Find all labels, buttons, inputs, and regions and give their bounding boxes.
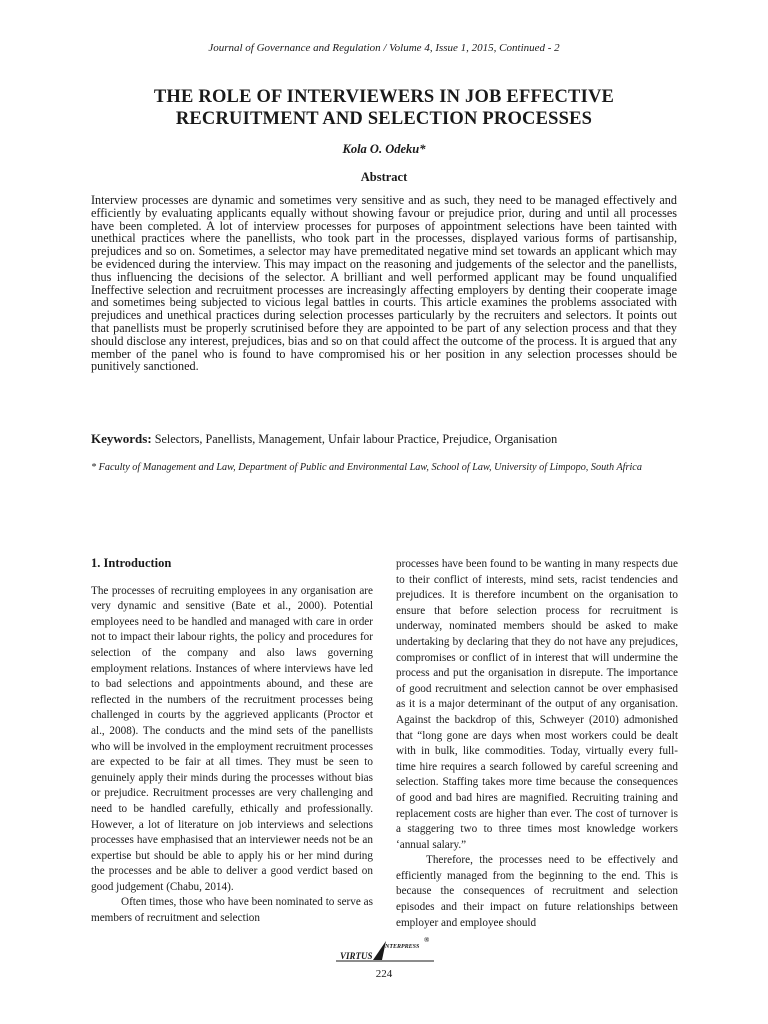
keywords-label: Keywords: xyxy=(91,431,152,446)
left-column xyxy=(91,556,373,927)
keywords-list: Selectors, Panellists, Management, Unfair labour Practice, Prejudice, Organisation xyxy=(151,432,558,446)
right-column xyxy=(396,557,678,931)
registered-mark: ® xyxy=(424,936,430,944)
section-heading-introduction: 1. Introduction xyxy=(91,556,172,570)
logo-virtus-text: VIRTUS xyxy=(340,951,373,961)
paragraph: Therefore, the processes need to be effectively and efficiently managed from the beginning to the end. This is because the consequences of recruitment and selection episodes and their impact on future relationships between employer and employee should xyxy=(396,854,678,929)
keywords-line xyxy=(91,432,677,446)
article-title: THE ROLE OF INTERVIEWERS IN JOB EFFECTIVE RECRUITMENT AND SELECTION PROCESSES xyxy=(153,87,615,129)
paragraph: The processes of recruiting employees in any organisation are very dynamic and sensitive (Bate et al., 2000). Potential employees need to be handled and managed with care in order not to impact their labour rights, the policy and procedures for selection of the company and also laws governing employment relations. Instances of where interviews have led to bad selections and appointments abound, and these are reflected in the numbers of the recruitment processes being challenged in courts by the aggrieved applicants (Proctor et al., 2008). The conducts and the mind sets of the panellists who will be involved in the employment recruitment processes are expected to be fair at all times. They must be seen to genuinely apply their minds during the processes without bias or prejudice. Recruitment processes are very challenging and need to be handled carefully, ethically and professionally. However, a lot of literature on job interviews and selections processes have emphasised that an interviewer needs not be an expertise but should be able to apply his or her mind during the processes and be able to deliver a good verdict based on good judgement (Chabu, 2014). xyxy=(91,584,373,893)
running-head: Journal of Governance and Regulation / Volume 4, Issue 1, 2015, Continued - 2 xyxy=(208,42,560,54)
page-number: 224 xyxy=(375,968,393,980)
virtus-interpress-logo xyxy=(330,938,440,966)
abstract-text: Interview processes are dynamic and sometimes very sensitive and as such, they need to be managed effectively and efficiently by evaluating applicants equally without showing favour or prejudice prior, during and until all processes have been completed. A lot of interview processes for purposes of appointment selections have been tainted with unethical practices where the panellists, who took part in the processes, displayed various forms of partisanship, prejudices and so on. Sometimes, a selector may have premeditated negative mind set towards an applicant which may be evidenced during the interview. This may impact on the reasoning and judgements of the selector and the panellists, thus influencing the decisions of the selector. A brilliant and well performed applicant may be found unqualified Ineffective selection and recruitment processes are increasingly affecting employers by denting their cooperate image and sometimes being subjected to vicious legal battles in courts. This article examines the problems associated with prejudices and unethical practices during selection processes particularly by the recruiters and selectors. It points out that panellists must be properly scrutinised before they are appointed to be part of any selection process and that they should disclose any interest, prejudices, bias and so on that could affect the outcome of the process. It is argued that any member of the panel who is found to have compromised his or her position in any selection processes should be punitively sanctioned. xyxy=(91,193,677,374)
author-affiliation-footnote: * Faculty of Management and Law, Department of Public and Environmental Law, School of Law, University of Limpopo, South Africa xyxy=(91,462,642,473)
paragraph: processes have been found to be wanting in many respects due to their conflict of interests, mind sets, racist tendencies and prejudices. It is therefore incumbent on the organisation to ensure that before selection process for recruitment is underway, nominated members should be asked to make undertaking by declaring that they do not have any prejudices, compromises or conflict of in interest that will undermine the process and put the organisation in disrepute. The importance of good recruitment and selection cannot be over emphasised as it is a major determinant of the output of any organisation. Against the backdrop of this, Schweyer (2010) admonished that “long gone are days when most workers could be dealt with in bulk, like commodities. Today, virtually every full-time hire requires a search followed by careful screening and selection. Staffing takes more time because the consequences of good and bad hires are magnified. Recruiting training and replacement costs are higher than ever. The cost of turnover is a staggering two to three times most knowledge workers ‘annual salary.” xyxy=(396,558,678,851)
abstract-heading: Abstract xyxy=(360,170,408,184)
author-name: Kola O. Odeku* xyxy=(342,142,426,156)
logo-interpress-text: NTERPRESS xyxy=(385,944,420,950)
paragraph: Often times, those who have been nominated to serve as members of recruitment and selection xyxy=(91,896,373,925)
